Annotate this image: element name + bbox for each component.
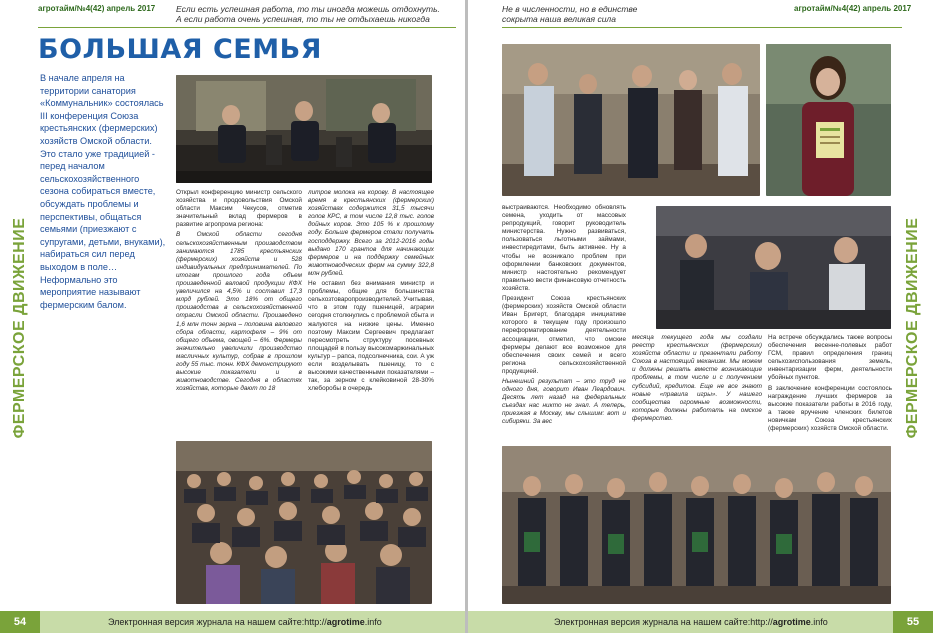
right-epigraph-line-2: сокрыта наша великая сила <box>502 14 616 24</box>
right-column-2 <box>632 334 762 442</box>
handshake-photo <box>502 44 760 196</box>
right-col1-para: Нынешний результат – это труд не одного дня, говорит Иван Леардович. Десять лет назад на федеральных съездах нас никто не знал. А теперь, приезжая в Москву, мы слышим: вот и сибиряки. За вес <box>502 377 626 426</box>
right-page <box>468 0 933 633</box>
left-masthead: агротайм/№4(42) апрель 2017 <box>38 4 156 13</box>
right-footer <box>468 611 933 633</box>
right-footer-prefix: Электронная версия журнала на нашем сайте:http:// <box>554 617 773 627</box>
right-header-rule <box>502 27 902 28</box>
right-masthead: агротайм/№4(42) апрель 2017 <box>794 4 912 13</box>
right-col1-para: Президент Союза крестьянских (фермерских) хозяйств Омской области Иван Бригерт, благодаря инициативе которого в текущем году произошло переформатирование деятельности ассоциации, отметил, что омские фермеры делают все возможное для обеспечения своих семей и всего региона сельскохозяйственной продукцией. <box>502 295 626 375</box>
right-section-label: ФЕРМЕРСКОЕ ДВИЖЕНИЕ <box>904 217 921 439</box>
panel-stage-photo <box>176 75 432 183</box>
right-epigraph-line-1: Не в численности, но в единстве <box>502 4 638 14</box>
right-col3-para: На встрече обсуждались также вопросы обеспечения весенне-полевых работ ГСМ, правил определения границ сельхозиспользования земель, инвентаризации ферм, деятельности убойных пунктов. <box>768 334 892 382</box>
audience-photo <box>176 441 432 604</box>
right-col2-para: месяца текущего года мы создали реестр крестьянских (фермерских) хозяйств области и презентали работу Союза в настоящий механизм. Мы можем и должны решать вместе возникающие проблемы, в том числе и с получением субсидий, кредитов. Еще не все знают новые «правила игры». У нашего сообщества огромные возможности, которые должны работать на омское фермерство. <box>632 334 762 422</box>
right-footer-site[interactable]: agrotime <box>772 617 811 627</box>
right-column-3 <box>768 334 892 442</box>
left-footer-site[interactable]: agrotime <box>326 617 365 627</box>
left-col1-para: В Омской области сегодня сельскохозяйственным производством занимаются 1785 крестьянских (фермерских) хозяйств и 528 индивидуальных предпринимателей. По итогам прошлого года объем произведенной валовой продукции КФХ увеличился на 4,5% и составил 17,3 млрд рублей. Это 18% от общего производства в сельскохозяйственной отрасли Омской области. Произведено 1,6 млн тонн зерна – половина валового сбора области, картофеля – 9% от общего объема, овощей – 6%. Фермеры значительно увеличили производство масличных культур, собрав в прошлом году 55 тыс. тонн. КФХ демонстрируют высокие показатели и в животноводстве. Сегодня в областях хозяйства, которые дают по 18 <box>176 231 302 393</box>
left-column-2 <box>308 189 434 431</box>
article-title: БОЛЬШАЯ СЕМЬЯ <box>38 34 322 65</box>
left-section-label: ФЕРМЕРСКОЕ ДВИЖЕНИЕ <box>11 217 28 439</box>
right-spacer <box>622 204 650 330</box>
award-group-photo <box>502 446 891 604</box>
award-woman-photo <box>766 44 891 196</box>
left-col1-para: Открыл конференцию министр сельского хозяйства и продовольствия Омской области Максим Чекусов, отметив значительный вклад фермеров в развитие агропрома региона: <box>176 189 302 229</box>
left-page <box>0 0 465 633</box>
right-section-sidebar <box>901 68 925 588</box>
right-page-number: 55 <box>893 611 933 633</box>
right-column-1 <box>502 204 626 442</box>
left-footer <box>0 611 465 633</box>
right-footer-suffix: .info <box>810 617 828 627</box>
left-col2-para: Не оставил без внимания министр и проблемы, общие для большинства сельхозтоваропроизводителей. Учитывая, что в этом году пшеницей, аграрии сегодня столкнулись с проблемой сбыта и жалуются на низкие цены. Именно поэтому Максим Сергеевич предлагает пересмотреть структуру посевных площадей в пользу высокомаржинальных культур – рапса, подсолнечника, сои. А уж если возделывать пшеницу, то с высокими качественными показателями – так, за зерном с клейковиной 28-30% хлеборобы в очередь <box>308 280 434 393</box>
seated-attendees-photo <box>656 206 891 329</box>
left-epigraph-line-1: Если есть успешная работа, то ты иногда можешь отдохнуть. <box>176 4 440 14</box>
left-footer-text <box>108 611 382 633</box>
left-section-sidebar <box>8 68 32 588</box>
left-col2-para: литров молока на корову. В настоящее время в крестьянских (фермерских) хозяйствах содержится 31,5 тысячи голов КРС, в том числе 12,8 тыс. голов дойных коров. Это 105 % к прошлому году. Больше фермеров стали получать господдержку. Всего за 2012-2016 годы выдано 170 грантов для начинающих фермеров и на поддержку семейных животноводческих ферм на сумму 322,8 млн рублей. <box>308 189 434 277</box>
left-footer-suffix: .info <box>364 617 382 627</box>
left-epigraph <box>176 4 440 24</box>
article-lead: В начале апреля на территории санатория «Коммунальник» состоялась III конференция Союза крестьянских (фермерских) хозяйств Омской области. Это стало уже традицией - перед началом сельскохозяйственного сезона собираться вместе, обсуждать проблемы и перспективы, общаться семьями (приезжают с супругами, детьми, внуками), набираться сил перед выходом в поле… Неформально это мероприятие называют фермерским балом. <box>40 73 166 310</box>
right-epigraph <box>502 4 637 24</box>
left-footer-prefix: Электронная версия журнала на нашем сайте:http:// <box>108 617 327 627</box>
left-header-rule <box>38 27 456 28</box>
left-page-number: 54 <box>0 611 40 633</box>
right-col1-para: выстраиваются. Необходимо обновлять семена, уходить от массовых репродукций, говорит руководитель министерства. Нужно развиваться, пользоваться льготными займами, инвестиредитами, быть активнее. Ну а чтобы не возникало проблем при оформлении банковских документов, министр настоятельно рекомендует правильно вести финансовую отчетность хозяйств. <box>502 204 626 292</box>
left-column-1 <box>176 189 302 431</box>
right-col3-para: В заключение конференции состоялось награждение лучших фермеров за высокие показатели работы в 2016 году, а также вручение членских билетов новичкам Союза крестьянских (фермерских) хозяйств Омской области. <box>768 384 892 433</box>
right-footer-text <box>554 611 828 633</box>
left-epigraph-line-2: А если работа очень успешная, то ты не отдыхаешь никогда <box>176 14 430 24</box>
